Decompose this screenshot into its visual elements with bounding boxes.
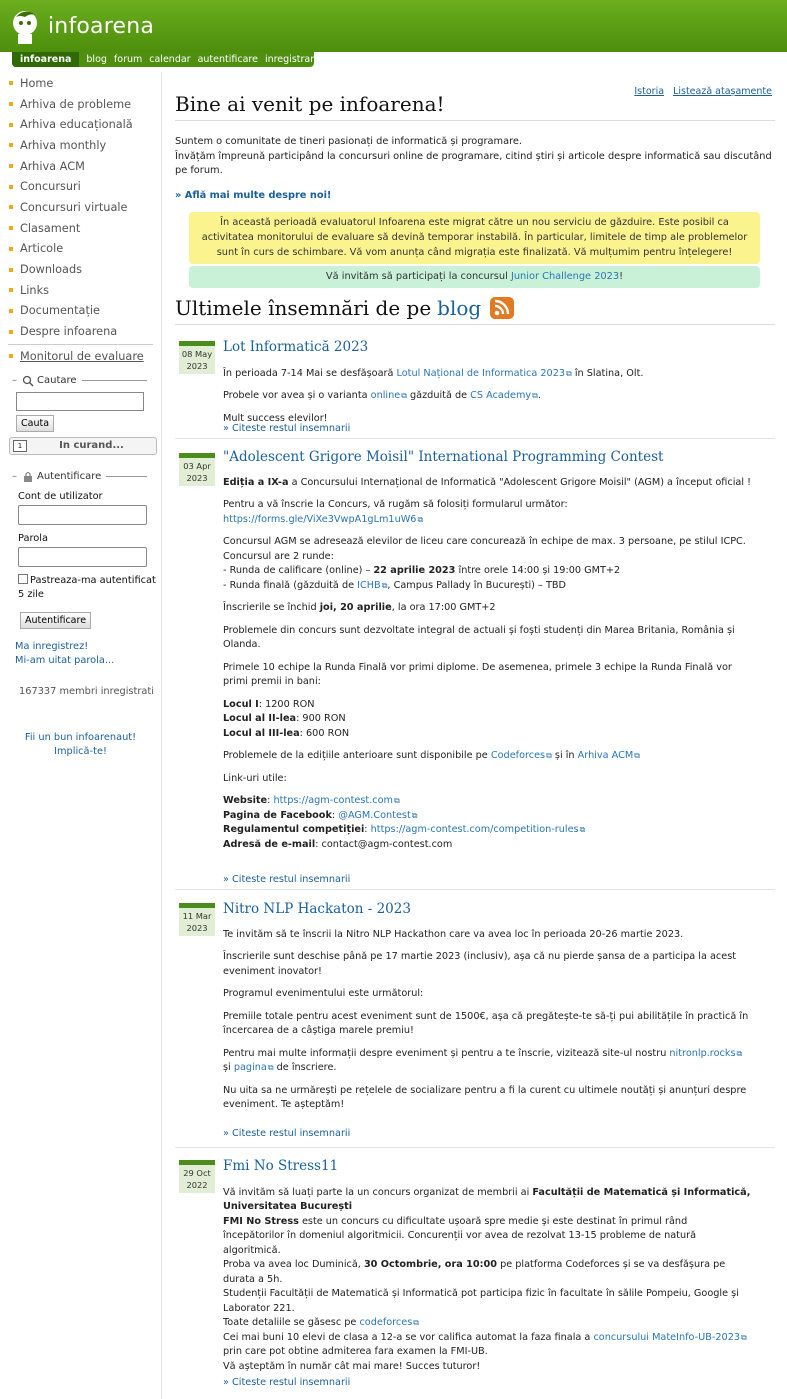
about-us-link[interactable] xyxy=(175,190,775,201)
bullet-icon xyxy=(9,164,13,168)
mateinfo-link[interactable]: concursului MateInfo-UB-2023 ⧉ xyxy=(593,1332,746,1343)
rss-feed-icon[interactable] xyxy=(490,297,514,319)
post-title[interactable]: Lot Informatică 2023 xyxy=(223,338,369,355)
sidebar-item-label: Home xyxy=(20,76,54,90)
intro-text xyxy=(175,135,775,179)
post-title[interactable]: Nitro NLP Hackaton - 2023 xyxy=(223,900,411,917)
blog-post xyxy=(175,325,775,439)
post-title[interactable]: "Adolescent Grigore Moisil" International Programming Contest xyxy=(223,448,664,465)
post-body: Vă invităm să luați parte la un concurs organizat de membrii ai Facultății de Matematică și Informatică, Universitatea București FMI No Stress este un concurs cu dificultate ușoară spre medie și este destinat în primul rând începătorilor în domeniul algoritmicii. Concurenții vor avea de rezolvat 13-15 probleme de natură algoritmică. Proba va avea loc Duminică, 30 Octombrie, ora 10:00 pe platforma Codeforces și se va desfășura pe durata a 5h. Studenții Facultății de Matematică și Informatică pot participa fizic în facultate în sălile Pompeiu, Google și Laborator 221. Toate detaliile se găsesc pe codeforces ⧉ Cei mai buni 10 elevi de clasa a 12-a se vor califica automat la faza finala a concursului MateInfo-UB-2023 ⧉ prin care pot obtine admiterea fara examen la FMI-UB. Vă așteptăm în număr cât mai mare! Succes tuturor! xyxy=(223,1186,751,1375)
facebook-link[interactable]: @AGM.Contest ⧉ xyxy=(338,810,417,821)
read-more-link[interactable]: » Citeste restul insemnarii xyxy=(223,1127,351,1139)
sidebar-item-label: Monitorul de evaluare xyxy=(20,349,144,363)
nav-calendar[interactable]: calendar xyxy=(149,54,191,65)
bullet-icon xyxy=(9,102,13,106)
sidebar-item[interactable] xyxy=(0,218,161,239)
top-navbar xyxy=(0,52,787,72)
post-date-year: 2023 xyxy=(186,360,208,371)
bullet-icon xyxy=(9,288,13,292)
blog-section-heading xyxy=(175,296,775,325)
remember-label: Pastreaza-ma autentificat 5 zile xyxy=(18,574,156,600)
sidebar-item-label: Clasament xyxy=(20,221,81,235)
migration-notice: În această perioadă evaluatorul Infoarena este migrat către un nou serviciu de găzduire. Este posibil ca activitatea monitorului de evaluare să devină temporar instabilă. În particular, limitele de timp ale problemelor sunt în curs de schimbare. Vă vom anunța când migrația este finalizată. Vă mulțumim pentru înțelegere! xyxy=(189,212,760,264)
post-date-day: 08 May xyxy=(181,348,213,359)
blog-heading-text: Ultimele însemnări de pe xyxy=(175,295,432,320)
site-logo[interactable] xyxy=(8,6,154,46)
search-button[interactable]: Cauta xyxy=(16,415,54,432)
auth-section-title: – Autentificare xyxy=(0,471,161,483)
sidebar-item[interactable] xyxy=(0,280,161,301)
sidebar-item-label: Articole xyxy=(20,242,64,256)
website-link[interactable]: https://agm-contest.com ⧉ xyxy=(273,795,399,806)
forgot-password-link[interactable]: Mi-am uitat parola... xyxy=(15,654,115,666)
sidebar xyxy=(0,72,162,1399)
username-label: Cont de utilizator xyxy=(18,490,103,502)
bullet-icon xyxy=(9,330,13,334)
bullet-icon xyxy=(9,268,13,272)
search-icon xyxy=(22,375,34,387)
page-title: Bine ai venit pe infoarena! xyxy=(175,92,775,121)
sidebar-item[interactable] xyxy=(0,114,161,135)
nav-forum[interactable]: forum xyxy=(113,54,143,65)
intro-line-1: Suntem o comunitate de tineri pasionați de informatică și programare. xyxy=(175,136,523,147)
junior-challenge-link[interactable]: Junior Challenge 2023 xyxy=(510,270,620,282)
calendar-icon: 1 xyxy=(13,440,27,452)
about-us-link-text[interactable]: » Află mai multe despre noi! xyxy=(175,189,332,201)
sidebar-item-label: Downloads xyxy=(20,263,83,277)
post-date xyxy=(179,453,215,486)
arhiva-acm-link[interactable]: Arhiva ACM ⧉ xyxy=(578,750,640,761)
blog-heading-link[interactable]: blog xyxy=(437,295,482,320)
nav-login[interactable]: autentificare xyxy=(197,54,258,65)
sidebar-item[interactable] xyxy=(0,94,161,115)
invite-text-end: ! xyxy=(619,270,624,282)
post-date-year: 2022 xyxy=(186,1179,208,1190)
post-date-day: 11 Mar xyxy=(182,910,212,921)
bullet-icon xyxy=(9,354,13,358)
search-section-title: – Cautare xyxy=(0,375,161,387)
bullet-icon xyxy=(9,123,13,127)
sidebar-item-label: Arhiva ACM xyxy=(20,159,85,173)
coming-soon-box[interactable] xyxy=(9,437,157,455)
sidebar-menu xyxy=(0,73,161,342)
password-label: Parola xyxy=(18,532,49,544)
blog-post xyxy=(175,890,775,1148)
sidebar-item-label: Despre infoarena xyxy=(20,325,118,339)
nav-home[interactable]: infoarena xyxy=(12,52,79,67)
online-link[interactable]: online ⧉ xyxy=(371,390,407,401)
auth-title-label: Autentificare xyxy=(37,471,102,483)
nav-blog[interactable]: blog xyxy=(86,54,107,65)
registration-form-link[interactable]: https://forms.gle/ViXe3VwpA1gLm1uW6 ⧉ xyxy=(223,514,423,525)
sidebar-item[interactable] xyxy=(0,156,161,177)
sidebar-item-label: Links xyxy=(20,283,50,297)
contest-invite-notice xyxy=(189,266,760,288)
blog-post xyxy=(175,439,775,890)
codeforces-link[interactable]: Codeforces ⧉ xyxy=(491,750,552,761)
post-date-year: 2023 xyxy=(186,472,208,483)
search-input[interactable] xyxy=(16,392,144,411)
bullet-icon xyxy=(9,226,13,230)
nitronlp-link[interactable]: nitronlp.rocks ⧉ xyxy=(669,1048,742,1059)
bullet-icon xyxy=(9,81,13,85)
remember-checkbox[interactable] xyxy=(18,574,28,584)
read-more-link[interactable]: » Citeste restul insemnarii xyxy=(223,873,351,885)
sidebar-item-label: Arhiva de probleme xyxy=(20,97,132,111)
sidebar-item[interactable] xyxy=(0,301,161,322)
post-body: Ediția a IX-a a Concursului Internațional de Informatică "Adolescent Grigore Moisil" (AGM) a început oficial ! Pentru a vă înscrie la Concurs, vă rugăm să folosiți formularul următor: https://forms.gle/ViXe3VwpA1gLm1uW6 ⧉ Concursul AGM se adresează elevilor de liceu care concurează în echipe de max. 3 persoane, pe stilul ICPC. Concursul are 2 runde: - Runda de calificare (online) – 22 aprilie 2023 între orele 14:00 și 19:00 GMT+2 - Runda finală (găzduită de ICHB ⧉ , Campus Pallady în București) – TBD Înscrierile se închid joi, 20 aprilie, la ora 17:00 GMT+2 Problemele din concurs sunt dezvoltate integral de actuali și foști studenți din Marea Britania, România și Olanda. Primele 10 echipe la Runda Finală vor primi diplome. De asemenea, primele 3 echipe la Runda Finală vor primi premii in bani: Locul I: 1200 RON Locul al II-lea: 900 RON Locul al III-lea: 600 RON Problemele de la edițiile anterioare sunt disponibile pe Codeforces ⧉ și în Arhiva ACM ⧉ Link-uri utile: Website: https://agm-contest.com ⧉ Pagina de Facebook: @AGM.Contest ⧉ Regulamentul competiției: https://agm-contest.com/competition-rules ⧉ Adresă de e-mail: contact@agm-contest.com xyxy=(223,476,751,861)
search-title-label: Cautare xyxy=(37,375,77,387)
username-field[interactable] xyxy=(18,505,147,525)
lock-icon xyxy=(22,471,34,483)
sidebar-item[interactable] xyxy=(0,321,161,342)
sidebar-item[interactable] xyxy=(0,197,161,218)
cs-academy-link[interactable]: CS Academy ⧉ xyxy=(470,390,538,401)
post-body: În perioada 7-14 Mai se desfășoară Lotul Național de Informatica 2023 ⧉ în Slatina, Olt. Probele vor avea și o varianta online ⧉ găzduită de CS Academy ⧉ . Mult success elevilor! xyxy=(223,367,751,435)
lot-link[interactable]: Lotul Național de Informatica 2023 ⧉ xyxy=(397,368,572,379)
rules-link[interactable]: https://agm-contest.com/competition-rules ⧉ xyxy=(371,824,586,835)
members-count: 167337 membri inregistrati xyxy=(19,685,154,697)
bullet-icon xyxy=(9,205,13,209)
read-more-link[interactable]: » Citeste restul insemnarii xyxy=(223,422,351,434)
menu-divider xyxy=(8,344,153,345)
sidebar-item[interactable] xyxy=(0,176,161,197)
post-body: Te invităm să te înscrii la Nitro NLP Hackathon care va avea loc în perioada 20-26 martie 2023. Înscrierile sunt deschise până pe 17 martie 2023 (inclusiv), așa că nu pierde șansa de a participa la acest eveniment inovator! Programul evenimentului este următorul: Premiile totale pentru acest eveniment sunt de 1500€, așa că pregătește-te să-ți pui abilitățile în practică în încercarea de a câștiga marele premiu! Pentru mai multe informații despre eveniment și pentru a te înscrie, vizitează site-ul nostru nitronlp.rocks ⧉ și pagina ⧉ de înscriere. Nu uita sa ne urmărești pe rețelele de socializare pentru a fi la curent cu ultimele noutăți și anunțuri despre eveniment. Te așteptăm! xyxy=(223,928,751,1121)
post-date-day: 03 Apr xyxy=(183,460,211,471)
sidebar-item[interactable] xyxy=(0,239,161,260)
codeforces-link[interactable]: codeforces ⧉ xyxy=(359,1317,419,1328)
coming-soon-label: In curand... xyxy=(59,440,124,452)
main-content xyxy=(175,72,775,1399)
page-actions xyxy=(628,86,772,97)
sidebar-item[interactable] xyxy=(0,259,161,280)
nav-register[interactable]: inregistrare xyxy=(264,54,320,65)
bullet-icon xyxy=(9,309,13,313)
sidebar-item-label: Concursuri virtuale xyxy=(20,200,128,214)
sidebar-item[interactable] xyxy=(0,135,161,156)
post-title[interactable]: Fmi No Stress11 xyxy=(223,1157,339,1174)
sidebar-item-label: Arhiva educațională xyxy=(20,118,133,132)
intro-line-2: Învățăm împreună participând la concursuri online de programare, citind știri și articole despre informatică sau discutând pe forum. xyxy=(175,150,772,176)
ichb-link[interactable]: ICHB ⧉ xyxy=(357,580,387,591)
post-date xyxy=(179,341,215,374)
sidebar-item-label: Concursuri xyxy=(20,180,81,194)
post-date-year: 2023 xyxy=(186,922,208,933)
bullet-icon xyxy=(9,185,13,189)
post-date xyxy=(179,903,215,936)
password-field[interactable] xyxy=(18,547,147,567)
login-button[interactable]: Autentificare xyxy=(20,612,91,629)
sidebar-item[interactable] xyxy=(0,73,161,94)
sidebar-item-label: Documentație xyxy=(20,304,100,318)
logo-text: infoarena xyxy=(48,13,155,39)
slogan-link[interactable]: Fii un bun infoarenaut! xyxy=(24,731,137,743)
read-more-link[interactable]: » Citeste restul insemnarii xyxy=(223,1376,351,1388)
history-link[interactable]: Istoria xyxy=(634,86,665,97)
blog-post xyxy=(175,1148,775,1399)
site-header xyxy=(0,0,787,52)
register-link[interactable]: Ma inregistrez! xyxy=(15,640,89,652)
attachments-link[interactable]: Listează atașamente xyxy=(673,86,772,97)
bullet-icon xyxy=(9,247,13,251)
bullet-icon xyxy=(9,143,13,147)
sidebar-item-label: Arhiva monthly xyxy=(20,138,107,152)
get-involved-link[interactable]: Implică-te! xyxy=(54,745,107,757)
mascot-logo-icon xyxy=(8,7,42,45)
post-date-day: 29 Oct xyxy=(183,1167,211,1178)
sidebar-item-monitor[interactable] xyxy=(0,346,161,367)
pagina-link[interactable]: pagina ⧉ xyxy=(234,1062,274,1073)
post-date xyxy=(179,1160,215,1193)
invite-text: Vă invităm să participați la concursul xyxy=(325,270,511,282)
remember-me[interactable] xyxy=(18,574,161,602)
